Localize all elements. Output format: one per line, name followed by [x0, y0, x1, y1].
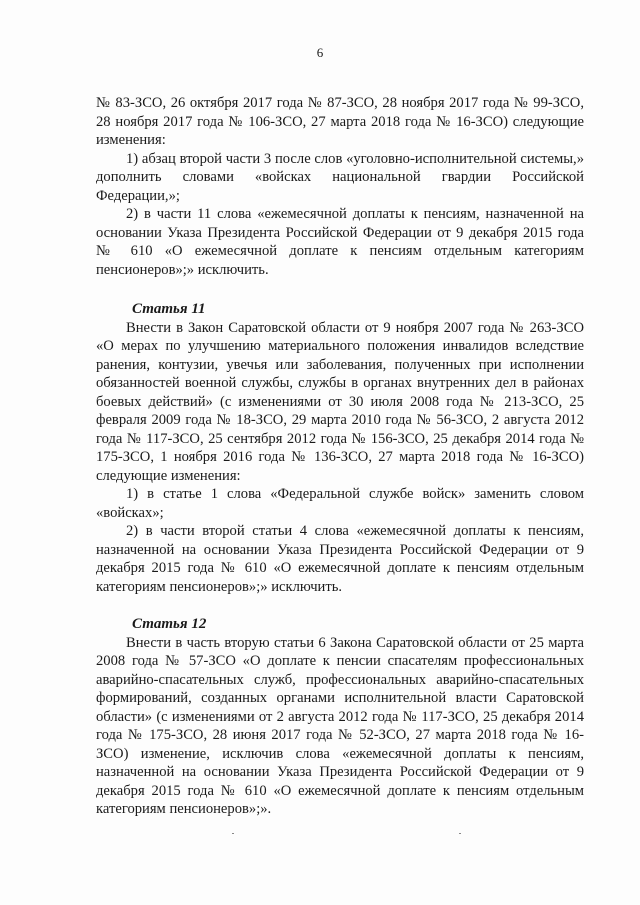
intro-paragraph-continuation: № 83-ЗСО, 26 октября 2017 года № 87-ЗСО, 28 ноября 2017 года № 99-ЗСО, 28 ноября 2017 года № 106-ЗСО, 27 марта 2018 года № 16-ЗСО) следующие изменения:: [96, 95, 584, 148]
intro-item-1: 1) абзац второй части 3 после слов «уголовно-исполнительной системы,» дополнить словами «войсках национальной гвардии Российской Федерации,»;: [96, 150, 584, 204]
scan-speck: [232, 833, 234, 834]
page-number: 6: [316, 45, 324, 60]
intro-item-2: 2) в части 11 слова «ежемесячной доплаты к пенсиям, назначенной на основании Указа Президента Российской Федерации от 9 декабря 2015 года № 610 «О ежемесячной доплате к пенсиям отдельным категориям пенсионеров»;» исключить.: [96, 206, 584, 278]
article-11-item-1: 1) в статье 1 слова «Федеральной службе войск» заменить словом «войсках»;: [96, 486, 584, 521]
scan-speck: [459, 833, 461, 834]
article-12-heading: Статья 12: [132, 616, 207, 632]
article-11-heading: Статья 11: [132, 301, 206, 317]
article-11-paragraph: Внести в Закон Саратовской области от 9 ноября 2007 года № 263-ЗСО «О мерах по улучшению материального положения инвалидов вследствие ранения, контузии, увечья или заболевания, полученных при исполнении обязанностей военной службы, службы в органах внутренних дел в районах боевых действий» (с изменениями от 30 июля 2008 года № 213-ЗСО, 25 февраля 2009 года № 18-ЗСО, 29 марта 2010 года № 56-ЗСО, 2 августа 2012 года № 117-ЗСО, 25 сентября 2012 года № 156-ЗСО, 25 декабря 2014 года № 175-ЗСО, 1 ноября 2016 года № 136-ЗСО, 27 марта 2018 года № 16-ЗСО) следующие изменения:: [96, 319, 584, 484]
article-12-paragraph: Внести в часть вторую статьи 6 Закона Саратовской области от 25 марта 2008 года № 57-ЗСО «О доплате к пенсии спасателям профессиональных аварийно-спасательных служб, профессиональных аварийно-спасательных формирований, созданных органами исполнительной власти Саратовской области» (с изменениями от 2 августа 2012 года № 117-ЗСО, 25 декабря 2014 года № 175-ЗСО, 28 июня 2017 года № 52-ЗСО, 27 марта 2018 года № 16-ЗСО) изменение, исключив слова «ежемесячной доплаты к пенсиям, назначенной на основании Указа Президента Российской Федерации от 9 декабря 2015 года № 610 «О ежемесячной доплате к пенсиям отдельным категориям пенсионеров»;».: [96, 634, 584, 817]
article-11-item-2: 2) в части второй статьи 4 слова «ежемесячной доплаты к пенсиям, назначенной на основании Указа Президента Российской Федерации от 9 декабря 2015 года № 610 «О ежемесячной доплате к пенсиям отдельным категориям пенсионеров»;» исключить.: [96, 523, 584, 595]
document-body: [96, 94, 584, 819]
